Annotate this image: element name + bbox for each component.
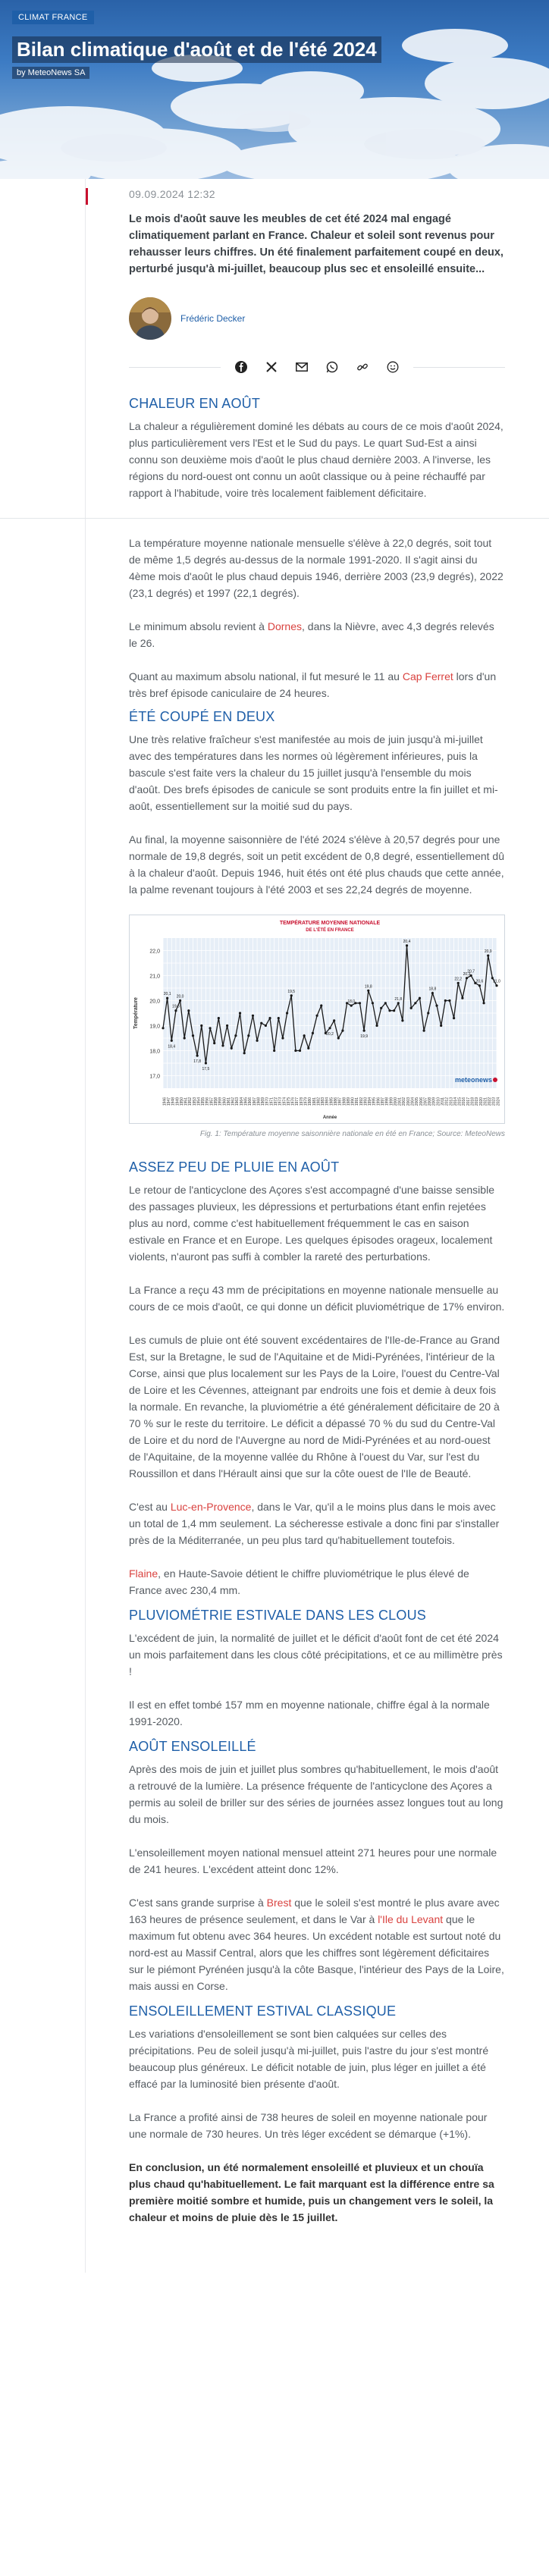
data-label: 17,5 [202, 1067, 210, 1072]
data-point [278, 1017, 280, 1019]
x-tick-label: 1989 [346, 1097, 351, 1106]
x-axis-label: Année [322, 1115, 337, 1120]
data-point [363, 1030, 365, 1032]
data-label: 20,3 [463, 971, 471, 977]
data-point [303, 1034, 306, 1037]
data-point [166, 997, 168, 999]
data-point [162, 1027, 164, 1029]
data-point [333, 1019, 335, 1021]
x-tick-label: 2009 [431, 1097, 437, 1106]
data-label: 17,8 [193, 1059, 201, 1065]
data-point [205, 1062, 207, 1064]
data-point [312, 1032, 314, 1034]
data-point [171, 1040, 173, 1042]
data-point [290, 994, 293, 996]
data-point [375, 1024, 378, 1027]
y-tick-label: 17,0 [149, 1074, 160, 1080]
data-point [372, 1002, 374, 1004]
y-tick-label: 21,0 [149, 974, 160, 980]
data-point [453, 1017, 455, 1019]
x-tick-label: 1974 [282, 1097, 287, 1106]
category-tag[interactable]: CLIMAT FRANCE [12, 11, 94, 24]
share-divider [129, 367, 221, 368]
article-title: Bilan climatique d'août et de l'été 2024 [12, 36, 381, 63]
x-tick-label: 2021 [483, 1097, 488, 1106]
smiley-icon[interactable] [386, 360, 400, 374]
data-label: 18,0 [347, 999, 356, 1005]
watermark-dot [493, 1078, 497, 1082]
x-tick-label: 2016 [462, 1097, 467, 1106]
data-point [444, 999, 447, 1002]
data-label: 19,6 [172, 1004, 180, 1009]
data-point [192, 1034, 194, 1037]
paragraph: La France a profité ainsi de 738 heures de soleil en moyenne nationale pour une normale de 730 heures. Un très léger excédent se démarque (+1%). [129, 2111, 488, 2140]
chart-title: TEMPÉRATURE MOYENNE NATIONALE [279, 921, 381, 926]
x-tick-label: 1947 [166, 1097, 171, 1106]
data-point [234, 1034, 237, 1037]
figure-caption: Fig. 1: Température moyenne saisonnière nationale en été en France; Source: MeteoNews [199, 1130, 505, 1138]
x-tick-label: 1999 [389, 1097, 394, 1106]
x-tick-label: 2011 [440, 1097, 445, 1106]
data-point [200, 1024, 202, 1027]
paragraph: Après des mois de juin et juillet plus sombres qu'habituellement, le mois d'août a retrouvé de la lumière. La présence fréquente de l'anticyclone des Açores a permis au soleil de briller sur des séries de journées assez longues tout au long du mois. [129, 1763, 504, 1825]
x-tick-label: 1975 [286, 1097, 291, 1106]
data-point [427, 1012, 429, 1014]
y-tick-label: 19,0 [149, 1024, 160, 1030]
author-name[interactable]: Frédéric Decker [180, 313, 246, 324]
x-tick-label: 1997 [381, 1097, 386, 1106]
data-point [328, 1027, 331, 1029]
x-tick-label: 1991 [355, 1097, 360, 1106]
data-point [414, 1002, 416, 1004]
paragraph: Le retour de l'anticyclone des Açores s'est accompagné d'une baisse sensible des passages pluvieux, les dépressions et perturbations étant enfin rejetées plus au nord, comme c'est habituellement fréquemment le cas en saison estivale en France et en Europe. Les quelques épisodes orageux, localement violents, n'auront pas suffi à combler la rareté des perturbations. [129, 1184, 494, 1263]
x-tick-label: 1958 [214, 1097, 219, 1106]
x-tick-label: 1951 [184, 1097, 189, 1106]
x-tick-label: 1957 [209, 1097, 215, 1106]
date-marker [86, 188, 88, 205]
x-tick-label: 2022 [488, 1097, 493, 1106]
x-tick-label: 1993 [363, 1097, 369, 1106]
data-point [406, 944, 408, 946]
x-tick-label: 1985 [329, 1097, 334, 1106]
data-point [350, 1005, 353, 1007]
publish-date: 09.09.2024 12:32 [129, 188, 215, 200]
x-tick-label: 1948 [171, 1097, 176, 1106]
x-tick-label: 1952 [188, 1097, 193, 1106]
x-tick-label: 1996 [376, 1097, 381, 1106]
data-point [337, 1037, 340, 1039]
x-tick-label: 1971 [269, 1097, 274, 1106]
data-point [388, 1009, 391, 1012]
data-label: 19,9 [360, 1034, 368, 1040]
data-label: 20,9 [484, 949, 492, 955]
share-bar [129, 358, 505, 376]
x-tick-label: 2005 [415, 1097, 420, 1106]
x-tick-label: 1967 [252, 1097, 257, 1106]
x-tick-label: 1986 [333, 1097, 338, 1106]
data-point [423, 1030, 425, 1032]
paragraph: La France a reçu 43 mm de précipitations en moyenne nationale mensuelle au cours de ce mois d'août, ce qui donne un déficit pluviométrique de 17% environ. [129, 1284, 505, 1313]
x-tick-label: 2003 [406, 1097, 411, 1106]
station-link-flaine[interactable]: Flaine [129, 1567, 158, 1580]
x-tick-label: 2012 [444, 1097, 450, 1106]
article-body [0, 179, 549, 2273]
author-block [129, 297, 505, 340]
data-label: 20,7 [467, 969, 475, 974]
data-label: 22,2 [454, 977, 463, 982]
paragraph: La température moyenne nationale mensuelle s'élève à 22,0 degrés, soit tout de même 1,5 degrés au-dessus de la normale 1991-2020. Il s'agit ainsi du 4ème mois d'août le plus chaud depuis 1946, derrière 2003 (23,9 degrés), 2022 (23,1 degrés) et 1997 (22,1 degrés). [129, 537, 504, 599]
data-point [320, 1005, 322, 1007]
paragraph: Il est en effet tombé 157 mm en moyenne nationale, chiffre égal à la normale 1991-2020. [129, 1699, 490, 1727]
data-point [457, 982, 460, 984]
data-point [384, 1002, 387, 1004]
x-tick-label: 1956 [205, 1097, 210, 1106]
data-label: 19,5 [287, 989, 296, 994]
data-point [231, 1047, 233, 1050]
data-label: 20,6 [475, 979, 484, 984]
data-point [213, 1042, 215, 1044]
data-point [307, 1047, 309, 1050]
data-point [466, 977, 468, 979]
section-heading: PLUVIOMÉTRIE ESTIVALE DANS LES CLOUS [129, 1608, 426, 1623]
data-point [187, 1009, 190, 1012]
paragraph: Une très relative fraîcheur s'est manifestée au mois de juin jusqu'à mi-juillet avec des températures dans les normes où légèrement inférieures, puis la bascule s'est faite vers la chaleur du 15 juillet jusqu'à l'ensemble du mois d'août. Des brefs épisodes de canicule se sont produits entre la fin juillet et mi-août, essentiellement sur la moitié sud du pays. [129, 733, 498, 812]
data-point [367, 990, 369, 992]
data-label: 20,2 [326, 1031, 334, 1037]
x-tick-label: 1981 [312, 1097, 317, 1106]
sky-clouds-image [0, 0, 549, 179]
data-point [226, 1024, 228, 1027]
data-point [218, 1017, 220, 1019]
x-tick-label: 2013 [449, 1097, 454, 1106]
paragraph: L'excédent de juin, la normalité de juillet et le déficit d'août font de cet été 2024 un mois parfaitement dans les clous côté précipitations, et ce au millimètre près ! [129, 1632, 503, 1677]
x-tick-label: 2010 [436, 1097, 441, 1106]
data-point [435, 1005, 438, 1007]
data-point [440, 1024, 442, 1027]
x-tick-label: 1980 [308, 1097, 313, 1106]
data-point [265, 1024, 267, 1027]
data-label: 20,1 [163, 992, 171, 997]
x-tick-label: 1950 [179, 1097, 184, 1106]
x-tick-label: 1969 [261, 1097, 266, 1106]
data-point [239, 1012, 241, 1014]
x-tick-label: 1994 [368, 1097, 373, 1106]
station-link-cap-ferret[interactable]: Cap Ferret [402, 670, 453, 682]
x-tick-label: 1963 [235, 1097, 240, 1106]
x-tick-label: 1979 [303, 1097, 309, 1106]
x-tick-label: 1964 [239, 1097, 244, 1106]
data-point [268, 1017, 271, 1019]
x-tick-label: 2002 [402, 1097, 407, 1106]
data-point [461, 997, 463, 999]
paragraph: C'est au Luc-en-Provence, dans le Var, qu'il a le moins plus dans le mois avec un total de 1,4 mm seulement. La sécheresse estivale a donc fini par s'installer près de la Méditerranée, un peu plus tard qu'habituellement toutefois. [129, 1501, 500, 1546]
link-icon[interactable] [356, 360, 369, 374]
x-tick-label: 1962 [231, 1097, 236, 1106]
x-tick-label: 2000 [393, 1097, 398, 1106]
facebook-icon[interactable] [234, 360, 248, 374]
x-tick-label: 2007 [423, 1097, 428, 1106]
data-point [315, 1015, 318, 1017]
y-tick-label: 20,0 [149, 999, 160, 1005]
paragraph: La chaleur a régulièrement dominé les débats au cours de ce mois d'août 2024, plus particulièrement vers l'Est et le Sud du pays. Le quart Sud-Est a ainsi connu son deuxième mois d'août le plus chaud dernière 2003. A l'inverse, les régions du nord-ouest ont connu un août classique ou à peine réchauffé par rapport à l'habitude, voire très localement faiblement déficitaire. [129, 420, 504, 499]
x-tick-label: 1984 [325, 1097, 330, 1106]
data-point [487, 955, 489, 957]
data-point [359, 1002, 361, 1004]
x-tick-label: 2020 [478, 1097, 484, 1106]
data-label: 21,0 [493, 979, 500, 984]
data-point [273, 1050, 275, 1052]
data-point [341, 1030, 344, 1032]
data-point [299, 1050, 301, 1052]
y-tick-label: 18,0 [149, 1049, 160, 1055]
data-label: 20,4 [403, 939, 411, 944]
data-point [252, 1015, 254, 1017]
x-tick-label: 2001 [397, 1097, 403, 1106]
chart-frame[interactable] [129, 915, 505, 1124]
data-point [184, 1037, 186, 1039]
data-point [419, 997, 421, 999]
x-tick-label: 2019 [475, 1097, 480, 1106]
data-point [247, 1034, 249, 1037]
x-tick-label: 1961 [226, 1097, 231, 1106]
data-label: 21,8 [394, 996, 403, 1002]
x-tick-label: 1982 [316, 1097, 322, 1106]
section-heading: CHALEUR EN AOÛT [129, 396, 261, 411]
section-heading: ENSOLEILLEMENT ESTIVAL CLASSIQUE [129, 2003, 397, 2019]
data-point [401, 1019, 403, 1021]
paragraph: Les cumuls de pluie ont été souvent excédentaires de l'Ile-de-France au Grand Est, sur la Bretagne, le sud de l'Aquitaine et de Midi-Pyrénées, l'intérieur de la Corse, ainsi que plus localement sur les Pays de la Loire, l'ouest du Centre-Val de Loire et les Cévennes, atteignant par endroits une fois et demie à deux fois la normale. En revanche, la pluviométrie a été généralement déficitaire de 20 à 70 % sur le reste du territoire. Le déficit a dépassé 70 % du sud du Centre-Val de Loire et du nord de l'Auvergne au nord de Midi-Pyrénées et au nord-ouest de l'Aquitaine, de la moyenne vallée du Rhône à l'ouest du Var, sur l'est du Roussillon et dans l'Hérault ainsi que sur la côte ouest de l'Ile de Beauté. [129, 1334, 500, 1479]
paragraph: Le minimum absolu revient à Dornes, dans la Nièvre, avec 4,3 degrés relevés le 26. [129, 620, 494, 649]
x-tick-label: 2014 [453, 1097, 458, 1106]
station-link-brest[interactable]: Brest [266, 1897, 292, 1909]
section-heading: ÉTÉ COUPÉ EN DEUX [129, 709, 275, 724]
share-divider [413, 367, 505, 368]
paragraph: Au final, la moyenne saisonnière de l'été 2024 s'élève à 20,57 degrés pour une normale de 19,8 degrés, soit un petit excédent de 0,8 degré, essentiellement dû à la chaleur d'août. Depuis 1946, huit étés ont été plus chauds que cette année, la palme revenant toujours à l'été 2003 et ses 22,24 degrés de moyenne. [129, 833, 504, 896]
mail-icon[interactable] [295, 360, 309, 374]
y-tick-label: 22,0 [149, 949, 160, 955]
paragraph: Les variations d'ensoleillement se sont bien calquées sur celles des précipitations. Peu de soleil jusqu'à mi-juillet, puis l'astre du jour s'est montré beaucoup plus généreux. Le déficit notable de juin, plus léger en juillet a été effacé par la luminosité bien présente d'août. [129, 2028, 489, 2090]
x-tick-label: 1998 [384, 1097, 390, 1106]
x-tick-label: 1992 [359, 1097, 364, 1106]
paragraph: C'est sans grande surprise à Brest que le soleil s'est montré le plus avare avec 163 heures de présence seulement, et dans le Var à l'Ile du Levant que le maximum fut obtenu avec 364 heures. Un excédent notable est surtout noté du nord-est au Massif Central, alors que les chiffres sont légèrement déficitaires sur le piémont Pyrénéen jusqu'à la côte Basque, l'intérieur des Pays de la Loire, mais aussi en Corse. [129, 1897, 504, 1992]
conclusion-paragraph: En conclusion, un été normalement ensoleillé et pluvieux et un chouïa plus chaud qu'habituellement. Le fait marquant est la différence entre sa première moitié sombre et humide, puis un changement vers le soleil, la chaleur et moins de pluie dès le 15 juillet. [129, 2161, 494, 2223]
data-point [174, 1009, 177, 1012]
x-tick-label: 1988 [342, 1097, 347, 1106]
article-lead: Le mois d'août sauve les meubles de cet été 2024 mal engagé climatiquement parlant en France. Chaleur et soleil sont revenus pour rehausser leurs chiffres. Un été finalement parfaitement coupé en deux, perturbé jusqu'à mi-juillet, beaucoup plus sec et ensoleillé ensuite... [129, 213, 504, 275]
x-tick-label: 1973 [278, 1097, 283, 1106]
station-link-ile-du-levant[interactable]: l'Ile du Levant [378, 1913, 444, 1925]
x-tick-label: 1990 [350, 1097, 356, 1106]
x-tick-label: 2004 [410, 1097, 416, 1106]
x-tick-label: 1960 [222, 1097, 227, 1106]
data-point [179, 999, 181, 1002]
data-label: 18,4 [168, 1044, 176, 1050]
x-tick-label: 2024 [496, 1097, 501, 1106]
data-point [294, 1050, 296, 1052]
left-rule [85, 179, 86, 2273]
x-tick-label: 2008 [428, 1097, 433, 1106]
data-point [448, 999, 450, 1002]
whatsapp-icon[interactable] [325, 360, 339, 374]
section-heading: AOÛT ENSOLEILLÉ [129, 1739, 256, 1754]
data-point [495, 984, 497, 987]
x-tick-label: 1954 [196, 1097, 202, 1106]
x-tick-label: 2006 [419, 1097, 424, 1106]
x-tick-label: 1983 [321, 1097, 326, 1106]
section-heading: ASSEZ PEU DE PLUIE EN AOÛT [129, 1159, 340, 1175]
data-point [380, 1007, 382, 1009]
x-tick-label: 1955 [201, 1097, 206, 1106]
chart-subtitle: DE L'ÉTÉ EN FRANCE [306, 928, 354, 933]
data-point [221, 1044, 224, 1046]
data-point [256, 1040, 259, 1042]
x-tick-label: 1965 [243, 1097, 249, 1106]
x-tick-label: 1976 [290, 1097, 296, 1106]
x-tick-label: 1946 [162, 1097, 168, 1106]
data-point [286, 1012, 288, 1014]
data-point [260, 1022, 262, 1024]
x-tick-label: 2017 [466, 1097, 471, 1106]
station-link-dornes[interactable]: Dornes [267, 620, 303, 632]
x-icon[interactable] [265, 360, 278, 374]
data-point [478, 984, 481, 987]
y-axis-label: Température [133, 997, 139, 1029]
data-point [410, 1007, 413, 1009]
data-point [281, 1037, 284, 1039]
data-label: 18,8 [428, 987, 437, 992]
temperature-chart [130, 915, 504, 1123]
temperature-figure [129, 915, 505, 1138]
x-tick-label: 1995 [372, 1097, 377, 1106]
x-tick-label: 1959 [218, 1097, 223, 1106]
x-tick-label: 1966 [248, 1097, 253, 1106]
x-tick-label: 2023 [491, 1097, 497, 1106]
paragraph: Flaine, en Haute-Savoie détient le chiffre pluviométrique le plus élevé de France avec 230,4 mm. [129, 1567, 469, 1596]
x-tick-label: 2015 [457, 1097, 463, 1106]
x-tick-label: 1978 [299, 1097, 304, 1106]
data-label: 19,8 [364, 984, 372, 990]
x-tick-label: 2018 [470, 1097, 475, 1106]
x-tick-label: 1970 [265, 1097, 270, 1106]
x-tick-label: 1987 [337, 1097, 343, 1106]
x-tick-label: 1949 [175, 1097, 180, 1106]
station-link-luc-en-provence[interactable]: Luc-en-Provence [170, 1501, 252, 1513]
paragraph: Quant au maximum absolu national, il fut mesuré le 11 au Cap Ferret lors d'un très bref épisode caniculaire de 24 heures. [129, 670, 497, 699]
data-point [209, 1027, 211, 1029]
data-point [243, 1052, 246, 1054]
x-tick-label: 1953 [192, 1097, 197, 1106]
data-point [431, 992, 434, 994]
author-avatar[interactable] [129, 297, 171, 340]
x-tick-label: 1972 [273, 1097, 278, 1106]
x-tick-label: 1968 [256, 1097, 262, 1106]
chart-watermark: meteonews [454, 1076, 492, 1084]
x-tick-label: 1977 [295, 1097, 300, 1106]
hero-banner [0, 0, 549, 179]
paragraph: L'ensoleillement moyen national mensuel atteint 271 heures pour une normale de 241 heures. L'excédent atteint donc 12%. [129, 1846, 497, 1875]
data-point [397, 1002, 400, 1004]
section-separator [129, 518, 505, 535]
article-byline: by MeteoNews SA [12, 67, 89, 79]
data-point [393, 1009, 395, 1012]
data-label: 20,0 [176, 994, 184, 999]
data-point [196, 1055, 199, 1057]
data-point [482, 1002, 485, 1004]
